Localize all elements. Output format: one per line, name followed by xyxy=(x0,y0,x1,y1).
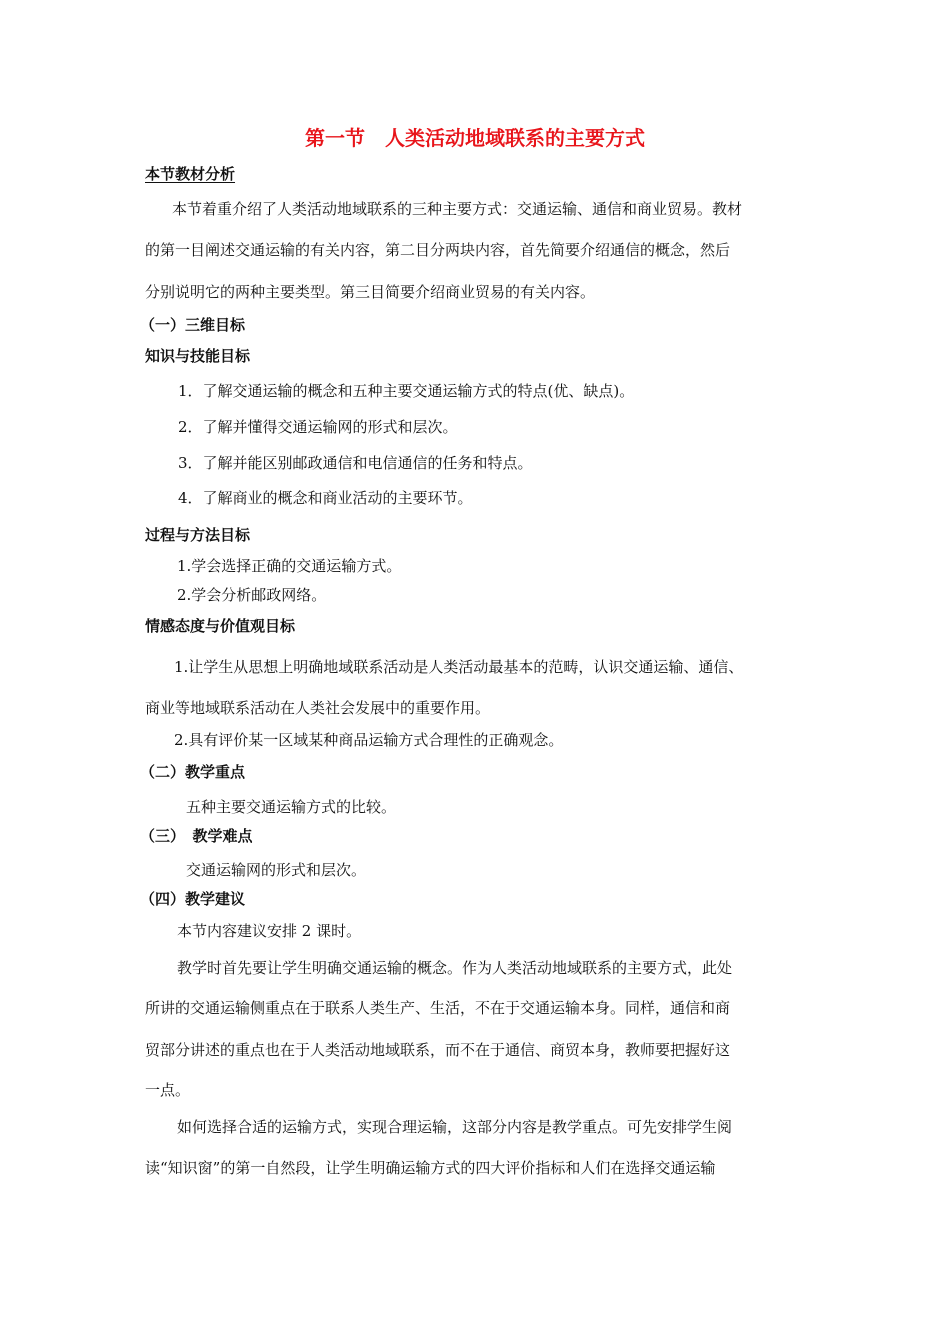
goals-heading: （一）三维目标 xyxy=(140,316,246,334)
suggestions-heading: （四）教学建议 xyxy=(140,890,246,908)
knowledge-item-3: 3．了解并能区别邮政通信和电信通信的任务和特点。 xyxy=(178,454,533,472)
knowledge-item-2: 2．了解并懂得交通运输网的形式和层次。 xyxy=(178,418,458,436)
process-heading: 过程与方法目标 xyxy=(145,526,251,544)
suggestions-line-6: 如何选择合适的运输方式，实现合理运输，这部分内容是教学重点。可先安排学生阅 xyxy=(177,1118,733,1136)
knowledge-heading: 知识与技能目标 xyxy=(145,347,251,365)
key-point-text: 五种主要交通运输方式的比较。 xyxy=(186,798,397,816)
values-line-1: 1.让学生从思想上明确地域联系活动是人类活动最基本的范畴，认识交通运输、通信、 xyxy=(174,658,744,676)
difficulty-text: 交通运输网的形式和层次。 xyxy=(186,861,367,879)
analysis-line-2: 的第一目阐述交通运输的有关内容，第二目分两块内容，首先简要介绍通信的概念，然后 xyxy=(145,241,731,259)
knowledge-item-1: 1．了解交通运输的概念和五种主要交通运输方式的特点(优、缺点)。 xyxy=(178,382,635,400)
page-title: 第一节 人类活动地域联系的主要方式 xyxy=(305,126,645,150)
suggestions-line-5: 一点。 xyxy=(145,1081,191,1099)
process-item-2: 2.学会分析邮政网络。 xyxy=(177,586,327,604)
difficulty-heading: （三） 教学难点 xyxy=(140,827,253,845)
suggestions-line-4: 贸部分讲述的重点也在于人类活动地域联系，而不在于通信、商贸本身，教师要把握好这 xyxy=(145,1041,731,1059)
values-line-2: 商业等地域联系活动在人类社会发展中的重要作用。 xyxy=(145,699,491,717)
key-point-heading: （二）教学重点 xyxy=(140,763,246,781)
values-heading: 情感态度与价值观目标 xyxy=(145,617,296,635)
process-item-1: 1.学会选择正确的交通运输方式。 xyxy=(177,557,402,575)
values-line-3: 2.具有评价某一区域某种商品运输方式合理性的正确观念。 xyxy=(174,731,564,749)
analysis-heading: 本节教材分析 xyxy=(145,165,236,183)
knowledge-item-4: 4．了解商业的概念和商业活动的主要环节。 xyxy=(178,489,473,507)
suggestions-line-1: 本节内容建议安排 2 课时。 xyxy=(177,922,362,940)
analysis-line-3: 分别说明它的两种主要类型。第三目简要介绍商业贸易的有关内容。 xyxy=(145,283,596,301)
suggestions-line-7: 读“知识窗”的第一自然段，让学生明确运输方式的四大评价指标和人们在选择交通运输 xyxy=(145,1159,716,1177)
suggestions-line-2: 教学时首先要让学生明确交通运输的概念。作为人类活动地域联系的主要方式，此处 xyxy=(177,959,733,977)
analysis-line-1: 本节着重介绍了人类活动地域联系的三种主要方式：交通运输、通信和商业贸易。教材 xyxy=(172,200,743,218)
suggestions-line-3: 所讲的交通运输侧重点在于联系人类生产、生活，不在于交通运输本身。同样，通信和商 xyxy=(145,999,731,1017)
